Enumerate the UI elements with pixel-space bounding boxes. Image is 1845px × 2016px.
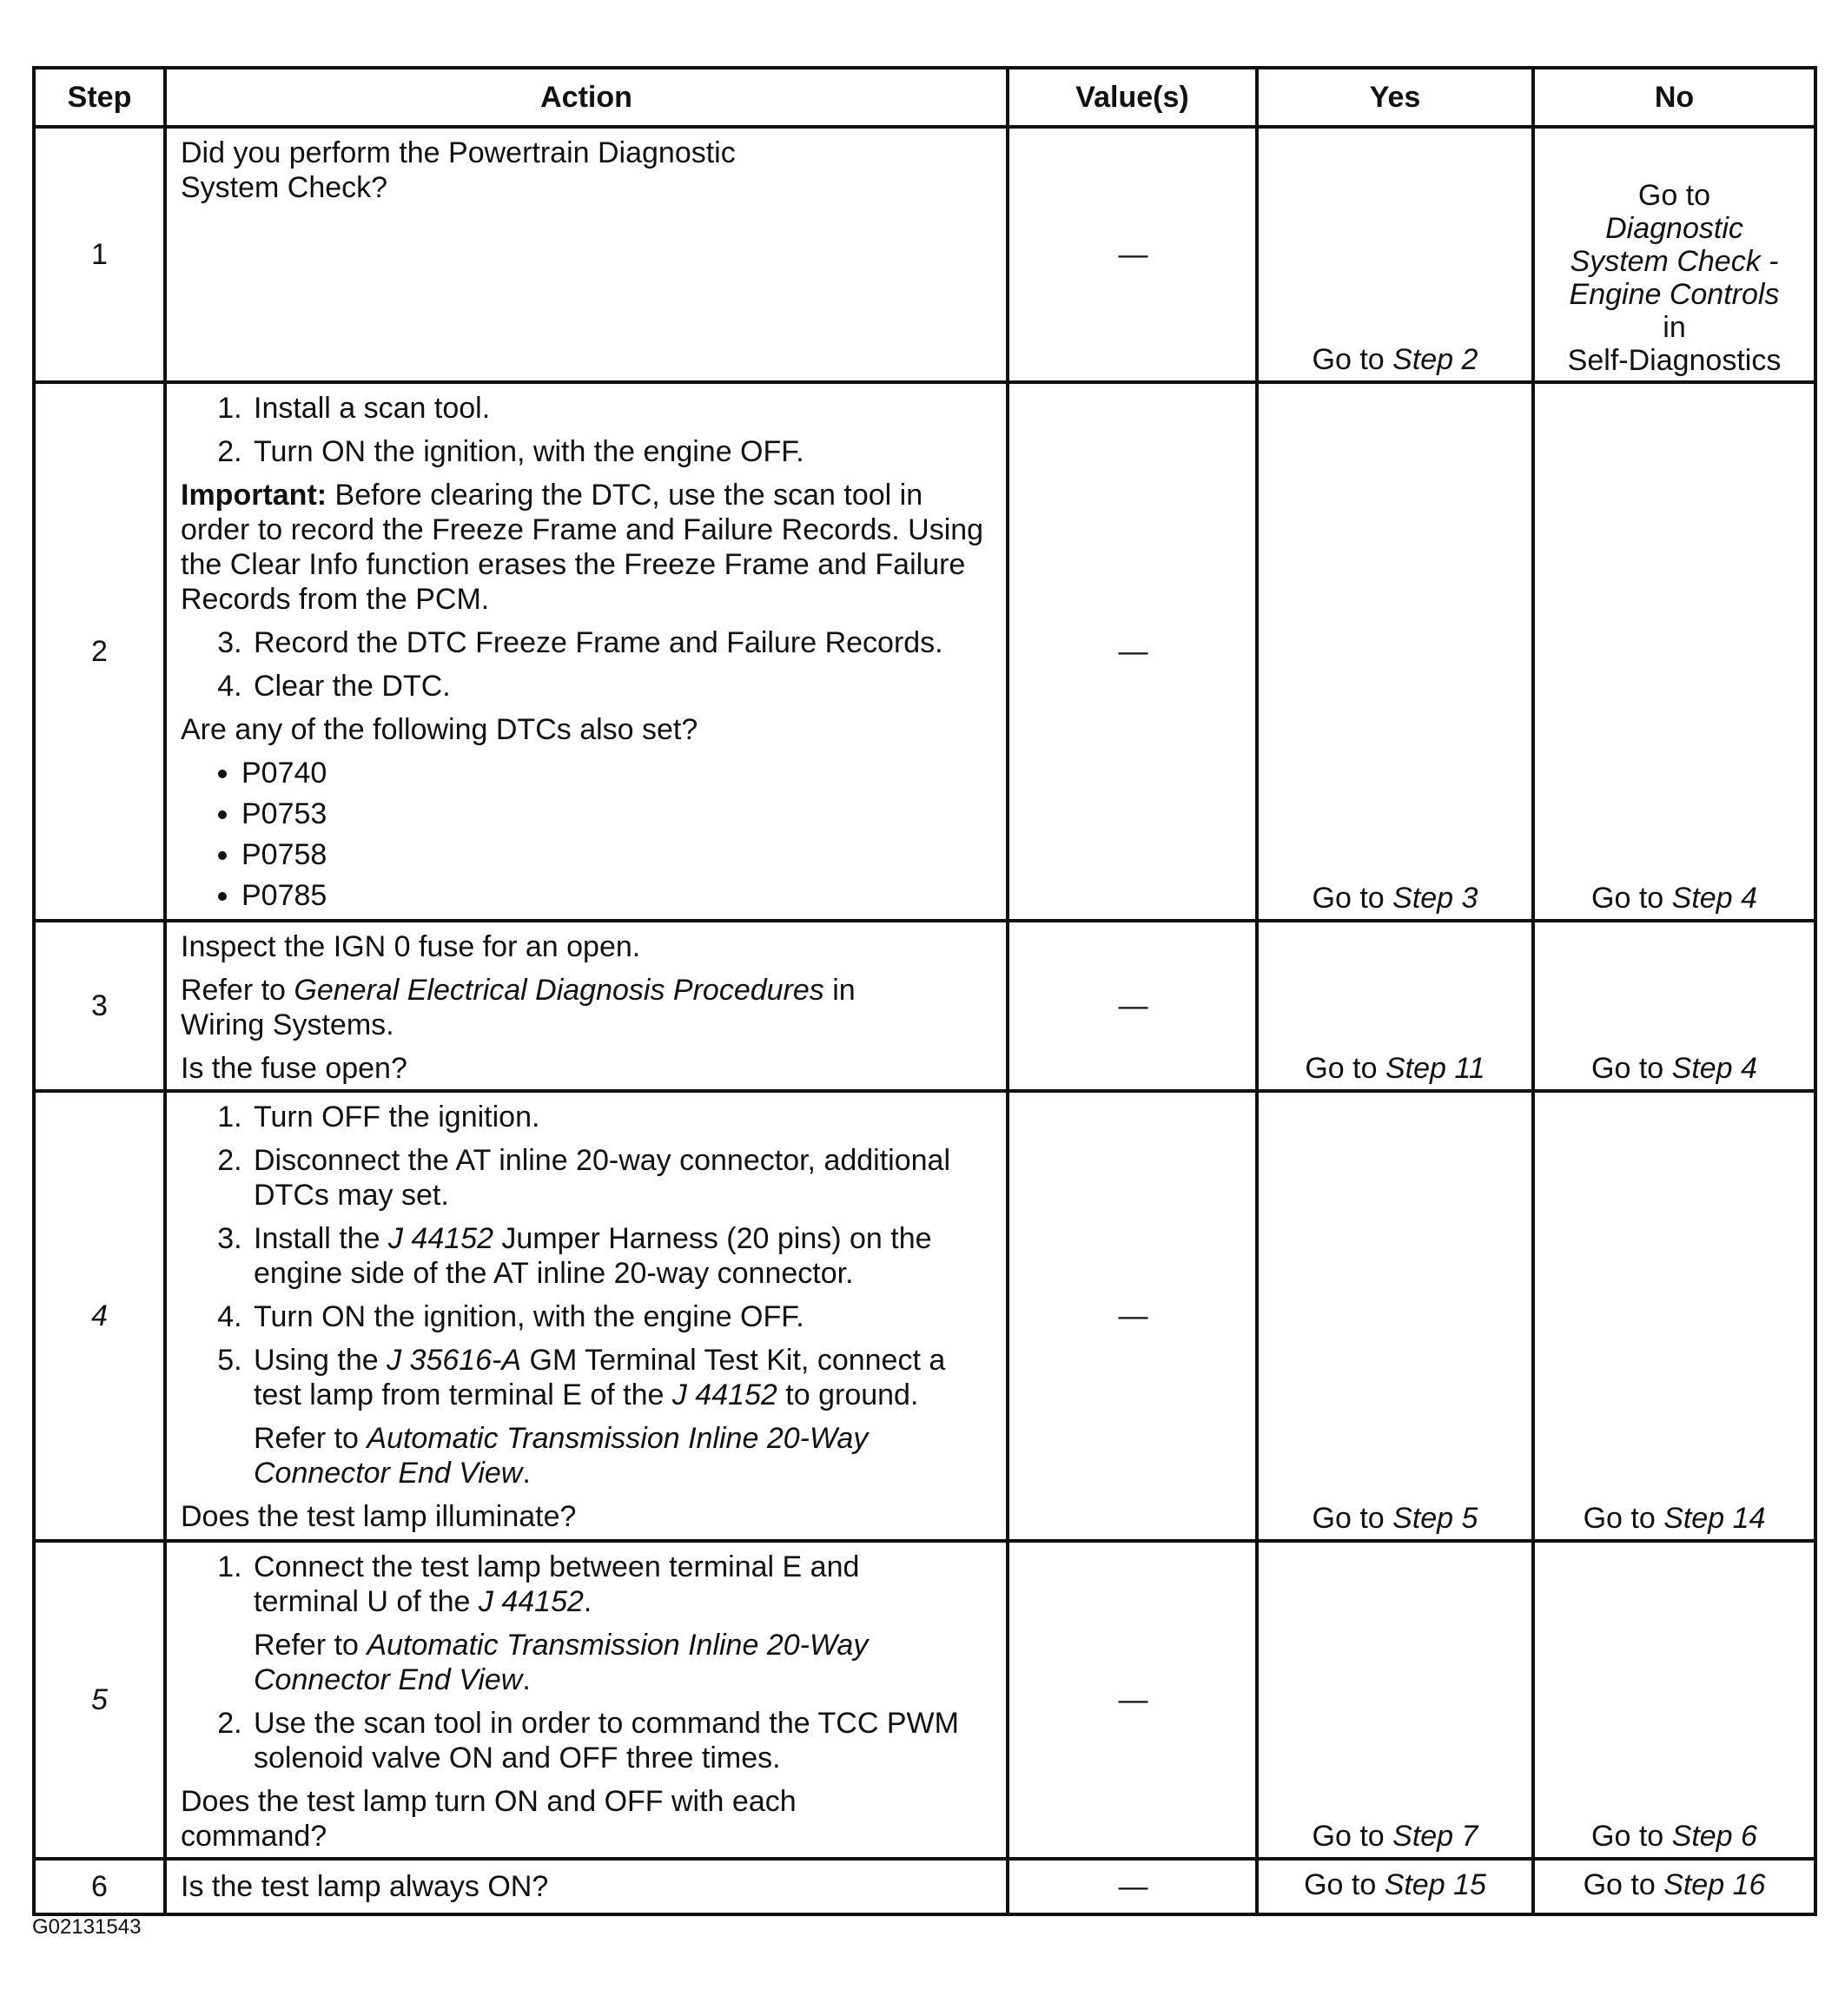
no-cell xyxy=(1533,921,1815,1091)
no-cell xyxy=(1533,1541,1815,1859)
step-text: to ground. xyxy=(777,1378,919,1411)
action-step: 2. Use the scan tool in order to command the TCC PWM solenoid valve ON and OFF three times. xyxy=(250,1706,975,1775)
dtc-item: • P0740 xyxy=(241,756,994,790)
table-row-step-5 xyxy=(34,1541,1815,1859)
value-cell xyxy=(1008,382,1257,921)
yes-prefix: Go to xyxy=(1312,1820,1393,1853)
header-yes: Yes xyxy=(1257,68,1533,127)
dtc-item: • P0753 xyxy=(241,796,994,831)
no-line-1: Go to xyxy=(1637,179,1711,212)
action-step: 1. Install a scan tool. xyxy=(250,391,994,426)
action-steps-list xyxy=(181,625,994,704)
header-action: Action xyxy=(165,68,1008,127)
no-prefix: Go to xyxy=(1591,882,1672,915)
header-values: Value(s) xyxy=(1008,68,1257,127)
no-cell xyxy=(1533,382,1815,921)
no-cell xyxy=(1533,1091,1815,1541)
action-step: 2. Disconnect the AT inline 20-way connector, additional DTCs may set. xyxy=(250,1143,994,1213)
action-steps-list xyxy=(181,1100,994,1491)
no-link-diagnostic-system-check[interactable] xyxy=(1535,212,1814,311)
yes-step-link[interactable]: Step 2 xyxy=(1392,343,1478,376)
header-no: No xyxy=(1533,68,1815,127)
action-question: Did you perform the Powertrain Diagnostic System Check? xyxy=(181,136,736,204)
yes-cell xyxy=(1257,1091,1533,1541)
important-label: Important: xyxy=(181,479,327,512)
table-row-step-6 xyxy=(34,1859,1815,1914)
ref-link[interactable]: Automatic Transmission Inline 20-Way Connector End View xyxy=(254,1629,869,1696)
no-step-link[interactable]: Step 4 xyxy=(1671,882,1757,915)
action-step xyxy=(250,1343,994,1491)
table-row-step-3 xyxy=(34,921,1815,1091)
step-text: Jumper Harness (20 pins) on the engine side of the AT inline 20-way connector. xyxy=(254,1222,932,1290)
action-cell xyxy=(165,1091,1008,1541)
value-cell xyxy=(1008,921,1257,1091)
action-text: Inspect the IGN 0 fuse for an open. xyxy=(181,930,641,963)
tool-link[interactable]: J 44152 xyxy=(387,1222,493,1255)
tool-link[interactable]: J 35616-A xyxy=(387,1344,522,1377)
action-steps-list xyxy=(181,391,994,469)
yes-cell xyxy=(1257,382,1533,921)
yes-cell xyxy=(1257,1859,1533,1914)
tool-link[interactable]: J 44152 xyxy=(478,1585,584,1618)
tool-link[interactable]: J 44152 xyxy=(671,1378,777,1411)
action-step: 4. Clear the DTC. xyxy=(250,669,994,704)
step-text: Install the xyxy=(254,1222,388,1255)
no-prefix: Go to xyxy=(1583,1868,1664,1901)
ref-prefix: Refer to xyxy=(254,1629,367,1662)
action-step: 1. Turn OFF the ignition. xyxy=(250,1100,994,1134)
action-question: Are any of the following DTCs also set? xyxy=(181,713,698,746)
step-number: 5 xyxy=(34,1541,165,1859)
action-steps-list xyxy=(181,1550,994,1775)
action-reference xyxy=(181,973,876,1042)
no-step-link[interactable]: Step 6 xyxy=(1671,1820,1757,1853)
action-reference xyxy=(254,1628,879,1697)
action-reference xyxy=(254,1421,879,1491)
no-prefix: Go to xyxy=(1591,1820,1672,1853)
step-text: Connect the test lamp between terminal E and terminal U of the xyxy=(254,1550,860,1618)
action-cell xyxy=(165,127,1008,382)
step-text: . xyxy=(583,1585,592,1618)
yes-cell xyxy=(1257,921,1533,1091)
value-cell xyxy=(1008,1859,1257,1914)
yes-prefix: Go to xyxy=(1312,343,1393,376)
diagnostic-table-container xyxy=(32,66,1814,1916)
action-question: Does the test lamp illuminate? xyxy=(181,1500,577,1533)
ref-prefix: Refer to xyxy=(181,974,294,1007)
no-prefix: Go to xyxy=(1583,1502,1664,1535)
no-cell xyxy=(1533,127,1815,382)
step-text: Using the xyxy=(254,1344,387,1377)
step-text: GM Terminal Test Kit, connect a test lamp from terminal E of the xyxy=(254,1344,946,1411)
no-line-3: System Check - xyxy=(1570,245,1779,278)
yes-step-link[interactable]: Step 15 xyxy=(1384,1868,1486,1901)
no-line-2: Diagnostic xyxy=(1605,212,1743,245)
step-number: 6 xyxy=(34,1859,165,1914)
no-line-4: Engine Controls xyxy=(1569,278,1780,311)
yes-step-link[interactable]: Step 5 xyxy=(1392,1502,1478,1535)
yes-prefix: Go to xyxy=(1304,1868,1385,1901)
no-step-link[interactable]: Step 14 xyxy=(1663,1502,1766,1535)
action-question: Does the test lamp turn ON and OFF with each command? xyxy=(181,1785,797,1853)
important-text: Before clearing the DTC, use the scan tool in order to record the Freeze Frame and Failure Records. Using the Clear Info function erases the Freeze Frame and Failure Records from the PCM. xyxy=(181,479,984,616)
yes-step-link[interactable]: Step 11 xyxy=(1385,1052,1485,1085)
value-dash: — xyxy=(1118,635,1147,668)
action-step: 2. Turn ON the ignition, with the engine OFF. xyxy=(250,434,994,469)
yes-prefix: Go to xyxy=(1312,1502,1393,1535)
action-question: Is the test lamp always ON? xyxy=(181,1870,549,1903)
no-step-link[interactable]: Step 4 xyxy=(1671,1052,1757,1085)
dtc-list xyxy=(181,756,994,913)
action-question: Is the fuse open? xyxy=(181,1052,407,1085)
no-line-6: Self-Diagnostics xyxy=(1567,344,1782,377)
value-dash: — xyxy=(1118,1683,1147,1716)
action-step xyxy=(250,1221,994,1291)
action-cell xyxy=(165,382,1008,921)
action-cell xyxy=(165,921,1008,1091)
no-cell xyxy=(1533,1859,1815,1914)
value-cell xyxy=(1008,127,1257,382)
table-row-step-1 xyxy=(34,127,1815,382)
action-step: 3. Record the DTC Freeze Frame and Failure Records. xyxy=(250,625,994,660)
header-step: Step xyxy=(34,68,165,127)
table-row-step-2 xyxy=(34,382,1815,921)
step-number: 2 xyxy=(34,382,165,921)
step-number: 4 xyxy=(34,1091,165,1541)
action-step: 4. Turn ON the ignition, with the engine OFF. xyxy=(250,1299,994,1334)
value-dash: — xyxy=(1118,1870,1147,1903)
dtc-item: • P0758 xyxy=(241,837,994,872)
yes-prefix: Go to xyxy=(1312,882,1393,915)
value-dash: — xyxy=(1118,989,1147,1022)
no-prefix: Go to xyxy=(1591,1052,1672,1085)
yes-step-link[interactable]: Step 7 xyxy=(1392,1820,1478,1853)
step-number: 1 xyxy=(34,127,165,382)
no-step-link[interactable]: Step 16 xyxy=(1663,1868,1766,1901)
important-note xyxy=(181,478,994,617)
header-row xyxy=(34,68,1815,127)
ref-link[interactable]: Automatic Transmission Inline 20-Way Connector End View xyxy=(254,1422,869,1490)
yes-step-link[interactable]: Step 3 xyxy=(1392,882,1478,915)
value-cell xyxy=(1008,1541,1257,1859)
figure-id: G02131543 xyxy=(32,1915,142,1939)
ref-suffix: in Wiring Systems. xyxy=(181,974,856,1041)
yes-prefix: Go to xyxy=(1305,1052,1385,1085)
value-cell xyxy=(1008,1091,1257,1541)
action-step xyxy=(250,1550,914,1697)
table-row-step-4 xyxy=(34,1091,1815,1541)
ref-suffix: . xyxy=(522,1457,531,1490)
dtc-item: • P0785 xyxy=(241,878,994,913)
ref-suffix: . xyxy=(522,1663,531,1696)
no-line-5: in xyxy=(1663,311,1686,344)
yes-cell xyxy=(1257,127,1533,382)
yes-cell xyxy=(1257,1541,1533,1859)
step-number: 3 xyxy=(34,921,165,1091)
action-cell xyxy=(165,1859,1008,1914)
diagnostic-table xyxy=(32,66,1817,1916)
value-dash: — xyxy=(1118,238,1147,271)
action-cell xyxy=(165,1541,1008,1859)
ref-link[interactable]: General Electrical Diagnosis Procedures xyxy=(294,974,824,1007)
value-dash: — xyxy=(1118,1299,1147,1332)
ref-prefix: Refer to xyxy=(254,1422,367,1455)
